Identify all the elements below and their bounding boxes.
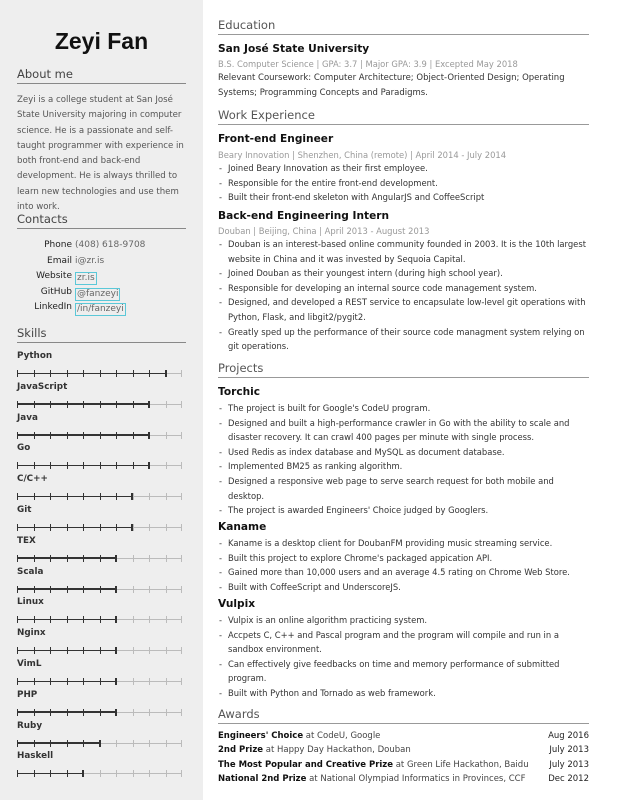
job-bullets <box>218 161 589 205</box>
skill-tick <box>34 370 35 377</box>
job-meta: Beary Innovation | Shenzhen, China (remote) | April 2014 - July 2014 <box>218 150 507 160</box>
skill-level-bar <box>17 616 182 623</box>
skill-level-bar <box>17 709 182 716</box>
skill-tick <box>181 770 182 777</box>
project-title: Torchic <box>218 386 261 398</box>
contact-label: GitHub <box>40 286 72 297</box>
list-item: - Responsible for developing an internal source code management system. <box>218 281 589 296</box>
award-date: Dec 2012 <box>548 774 589 784</box>
list-item: - Responsible for the entire front-end development. <box>218 176 589 191</box>
skill-name: Python <box>17 351 53 361</box>
skill-tick <box>100 770 101 777</box>
skill-tick <box>181 493 182 500</box>
website-link[interactable]: zr.is <box>77 273 95 283</box>
list-item: - Designed and built a high-performance crawler in Go with the ability to scale and disaster recovery. It can crawl 400 pages per minute with single process. <box>218 416 589 445</box>
coursework: Relevant Coursework: Computer Architecture; Object-Oriented Design; Operating Systems; Programming Concepts and Paradigms. <box>218 73 565 98</box>
skill-tick <box>100 709 101 716</box>
skill-tick <box>116 462 117 469</box>
skill-tick <box>50 493 51 500</box>
skill-tick <box>149 493 150 500</box>
skill-tick <box>166 493 167 500</box>
award-prize: Engineers' Choice <box>218 731 304 741</box>
list-item: - Used Redis as index database and MySQL as document database. <box>218 445 589 460</box>
skill-level-marker <box>148 401 150 408</box>
education-meta: B.S. Computer Science | GPA: 3.7 | Major GPA: 3.9 | Excepted May 2018 <box>218 59 518 69</box>
list-item: - Designed, and developed a REST service to encapsulate low-level git operations with Python, Flask, and libgit2/pygit2. <box>218 295 589 324</box>
skill-tick <box>17 647 18 654</box>
awards-heading: Awards <box>218 707 589 724</box>
skill-tick <box>67 616 68 623</box>
skill-item <box>17 690 184 718</box>
skill-tick <box>17 678 18 685</box>
skill-tick <box>83 647 84 654</box>
skill-tick <box>133 616 134 623</box>
project-title: Vulpix <box>218 598 256 610</box>
skill-tick <box>133 647 134 654</box>
skill-tick <box>50 770 51 777</box>
skill-tick <box>34 493 35 500</box>
skill-tick <box>181 647 182 654</box>
skill-tick <box>67 770 68 777</box>
skill-level-bar <box>17 432 182 439</box>
skill-tick <box>83 493 84 500</box>
skill-tick <box>50 370 51 377</box>
work-heading: Work Experience <box>218 108 589 125</box>
skill-name: Go <box>17 443 31 454</box>
list-item: - Accpets C, C++ and Pascal program and the program will compile and run in a sandbox environment. <box>218 628 589 657</box>
skill-tick <box>34 709 35 716</box>
about-text: Zeyi is a college student at San José State University majoring in computer science. He is a passionate and self-taught programmer with experience in both front-end and back-end development. He is always thrilled to learn new technologies and use them into work. <box>17 95 184 213</box>
skill-tick <box>17 709 18 716</box>
skill-tick <box>166 586 167 593</box>
skill-tick <box>166 709 167 716</box>
skill-level-bar <box>17 524 182 531</box>
skill-item <box>17 721 184 749</box>
list-item: - Gained more than 10,000 users and an average 4.5 rating on Chrome Web Store. <box>218 565 589 580</box>
school-name: San José State University <box>218 43 370 55</box>
skill-level-marker <box>115 616 117 623</box>
skill-tick <box>166 647 167 654</box>
email-value[interactable]: i@zr.is <box>75 255 105 266</box>
skill-item <box>17 443 184 471</box>
skill-fill <box>17 373 166 375</box>
skill-tick <box>34 401 35 408</box>
skill-tick <box>100 616 101 623</box>
skill-level-bar <box>17 678 182 685</box>
skill-tick <box>166 616 167 623</box>
skill-tick <box>34 740 35 747</box>
skill-item <box>17 382 184 410</box>
skill-name: JavaScript <box>17 381 68 392</box>
skill-level-marker <box>99 740 101 747</box>
phone-value: (408) 618-9708 <box>75 240 146 250</box>
skill-name: Haskell <box>17 751 54 762</box>
skill-tick <box>83 616 84 623</box>
skill-level-bar <box>17 555 182 562</box>
skill-level-bar <box>17 493 182 500</box>
award-row <box>218 745 589 759</box>
skill-tick <box>50 401 51 408</box>
skill-name: Ruby <box>17 720 43 731</box>
skill-tick <box>133 462 134 469</box>
skill-tick <box>166 740 167 747</box>
skill-tick <box>149 616 150 623</box>
skill-tick <box>100 493 101 500</box>
skill-tick <box>100 555 101 562</box>
award-prize: The Most Popular and Creative Prize <box>218 760 394 770</box>
skill-tick <box>34 586 35 593</box>
list-item: - Greatly sped up the performance of their source code managment system relying on git operations. <box>218 325 589 354</box>
skill-tick <box>116 493 117 500</box>
skill-tick <box>116 770 117 777</box>
skill-tick <box>116 524 117 531</box>
list-item: - Built their front-end skeleton with AngularJS and CoffeeScript <box>218 190 589 205</box>
skill-tick <box>67 586 68 593</box>
list-item: - Built this project to explore Chrome's packaged appication API. <box>218 551 589 566</box>
job-bullets <box>218 237 589 354</box>
skill-tick <box>83 678 84 685</box>
project-title: Kaname <box>218 521 267 533</box>
skill-level-bar <box>17 401 182 408</box>
contact-label: Phone <box>44 240 72 250</box>
award-at: at CodeU, Google <box>303 731 381 741</box>
contact-label: Email <box>47 255 72 266</box>
skill-tick <box>34 647 35 654</box>
project-bullets <box>218 613 589 701</box>
job-meta: Douban | Beijing, China | April 2013 - August 2013 <box>218 226 430 236</box>
contact-email <box>17 256 192 272</box>
skill-tick <box>181 524 182 531</box>
linkedin-link[interactable]: /in/fanzeyi <box>77 304 124 314</box>
award-row <box>218 760 589 774</box>
skill-tick <box>100 401 101 408</box>
award-at: at Green Life Hackathon, Baidu <box>393 760 529 770</box>
skill-tick <box>133 370 134 377</box>
skill-level-marker <box>131 493 133 500</box>
skill-tick <box>34 770 35 777</box>
skill-tick <box>50 524 51 531</box>
skill-level-marker <box>115 555 117 562</box>
contact-github <box>17 287 192 303</box>
skill-tick <box>17 462 18 469</box>
contact-label: LinkedIn <box>34 302 72 312</box>
skill-tick <box>34 616 35 623</box>
skill-tick <box>149 709 150 716</box>
skill-tick <box>133 678 134 685</box>
skill-tick <box>83 370 84 377</box>
list-item: - The project is built for Google's CodeU program. <box>218 401 589 416</box>
list-item: - Joined Beary Innovation as their first employee. <box>218 161 589 176</box>
person-name: Zeyi Fan <box>54 28 149 54</box>
award-at: at National Olympiad Informatics in Provinces, CCF <box>306 774 526 784</box>
skill-tick <box>116 370 117 377</box>
skill-tick <box>83 432 84 439</box>
list-item: - Implemented BM25 as ranking algorithm. <box>218 459 589 474</box>
skill-tick <box>166 678 167 685</box>
skill-name: Scala <box>17 566 44 577</box>
skill-tick <box>181 432 182 439</box>
skill-tick <box>133 709 134 716</box>
project-bullets <box>218 536 589 594</box>
skills-heading: Skills <box>17 326 186 343</box>
skill-level-marker <box>115 709 117 716</box>
list-item: - Douban is an interest-based online community founded in 2003. It is the 10th largest website in China and it was invested by Sequoia Capital. <box>218 237 589 266</box>
list-item: - The project is awarded Engineers' Choice judged by Googlers. <box>218 503 589 518</box>
skill-level-bar <box>17 740 182 747</box>
skill-item <box>17 659 184 687</box>
award-date: July 2013 <box>549 745 589 755</box>
skill-fill <box>17 742 100 744</box>
projects-heading: Projects <box>218 361 589 378</box>
skill-tick <box>17 770 18 777</box>
award-row <box>218 731 589 745</box>
skill-tick <box>83 401 84 408</box>
skill-tick <box>100 524 101 531</box>
skill-name: Java <box>17 412 38 423</box>
skill-tick <box>116 432 117 439</box>
skill-tick <box>133 493 134 500</box>
skill-tick <box>50 586 51 593</box>
list-item: - Can effectively give feedbacks on time and memory performance of submitted program. <box>218 657 589 686</box>
skill-tick <box>67 432 68 439</box>
contact-phone <box>17 240 192 256</box>
skill-tick <box>100 432 101 439</box>
skill-tick <box>100 586 101 593</box>
skill-tick <box>17 616 18 623</box>
contact-linkedin <box>17 302 192 318</box>
skill-item <box>17 567 184 595</box>
skill-tick <box>67 401 68 408</box>
skill-tick <box>149 678 150 685</box>
skill-tick <box>133 401 134 408</box>
list-item: - Built with Python and Tornado as web framework. <box>218 686 589 701</box>
skill-item <box>17 751 184 779</box>
list-item: - Kaname is a desktop client for DoubanFM providing music streaming service. <box>218 536 589 551</box>
skill-name: Nginx <box>17 628 46 639</box>
skill-name: Linux <box>17 597 44 608</box>
award-at: at Happy Day Hackathon, Douban <box>263 745 411 755</box>
skill-tick <box>133 524 134 531</box>
skill-tick <box>67 709 68 716</box>
skill-tick <box>34 432 35 439</box>
skill-name: VimL <box>17 659 42 669</box>
skill-tick <box>67 647 68 654</box>
skill-tick <box>166 524 167 531</box>
skill-tick <box>17 401 18 408</box>
skill-tick <box>67 493 68 500</box>
skill-tick <box>149 370 150 377</box>
contacts-list <box>17 240 192 318</box>
skill-tick <box>100 647 101 654</box>
skill-level-marker <box>115 586 117 593</box>
skill-level-bar <box>17 586 182 593</box>
skill-tick <box>116 740 117 747</box>
skill-level-marker <box>115 678 117 685</box>
project-bullets <box>218 401 589 518</box>
skill-tick <box>67 555 68 562</box>
skill-tick <box>50 616 51 623</box>
skill-tick <box>67 370 68 377</box>
skill-tick <box>181 678 182 685</box>
list-item: - Vulpix is an online algorithm practicing system. <box>218 613 589 628</box>
list-item: - Built with CoffeeScript and UnderscoreJS. <box>218 580 589 595</box>
skill-level-bar <box>17 370 182 377</box>
skill-tick <box>166 432 167 439</box>
skill-item <box>17 474 184 502</box>
award-prize: National 2nd Prize <box>218 774 307 784</box>
skill-tick <box>149 555 150 562</box>
job-title: Back-end Engineering Intern <box>218 210 390 222</box>
skill-tick <box>83 586 84 593</box>
skill-tick <box>34 555 35 562</box>
skill-name: TEX <box>17 535 36 546</box>
skill-item <box>17 597 184 625</box>
skill-level-bar <box>17 462 182 469</box>
skill-tick <box>116 401 117 408</box>
job-title: Front-end Engineer <box>218 133 334 145</box>
skill-tick <box>100 370 101 377</box>
skill-tick <box>149 740 150 747</box>
skill-tick <box>100 678 101 685</box>
skill-tick <box>133 432 134 439</box>
skill-item <box>17 413 184 441</box>
skill-tick <box>34 462 35 469</box>
award-prize: 2nd Prize <box>218 745 264 755</box>
skill-tick <box>181 462 182 469</box>
skill-item <box>17 351 184 379</box>
skill-tick <box>83 462 84 469</box>
skill-tick <box>100 462 101 469</box>
skill-level-marker <box>82 770 84 777</box>
github-link[interactable]: @fanzeyi <box>77 288 119 299</box>
skill-tick <box>149 586 150 593</box>
list-item: - Joined Douban as their youngest intern (during high school year). <box>218 266 589 281</box>
skill-tick <box>50 709 51 716</box>
skill-tick <box>67 462 68 469</box>
skill-tick <box>34 678 35 685</box>
skill-tick <box>133 740 134 747</box>
skill-tick <box>133 770 134 777</box>
skill-level-bar <box>17 770 182 777</box>
skill-tick <box>149 770 150 777</box>
skill-tick <box>83 555 84 562</box>
skill-tick <box>50 678 51 685</box>
award-date: July 2013 <box>549 760 589 770</box>
skill-item <box>17 505 184 533</box>
skill-tick <box>149 647 150 654</box>
skill-tick <box>67 740 68 747</box>
skill-tick <box>50 555 51 562</box>
skill-tick <box>166 555 167 562</box>
skill-level-marker <box>148 462 150 469</box>
education-heading: Education <box>218 18 589 35</box>
list-item: - Designed a responsive web page to serve search request for both mobile and desktop. <box>218 474 589 503</box>
skill-tick <box>166 401 167 408</box>
skill-tick <box>166 462 167 469</box>
skill-tick <box>50 647 51 654</box>
skill-name: PHP <box>17 689 38 700</box>
contacts-heading: Contacts <box>17 212 186 229</box>
skill-tick <box>133 555 134 562</box>
skill-tick <box>149 524 150 531</box>
skill-tick <box>133 586 134 593</box>
skill-tick <box>83 740 84 747</box>
award-row <box>218 774 589 788</box>
skill-tick <box>83 709 84 716</box>
about-heading: About me <box>17 67 186 84</box>
skill-tick <box>50 432 51 439</box>
skill-tick <box>83 524 84 531</box>
skill-level-bar <box>17 647 182 654</box>
skill-level-marker <box>165 370 167 377</box>
skill-item <box>17 536 184 564</box>
skill-tick <box>67 524 68 531</box>
skill-tick <box>181 401 182 408</box>
skill-tick <box>181 555 182 562</box>
skill-level-marker <box>131 524 133 531</box>
skill-tick <box>17 370 18 377</box>
skill-tick <box>17 586 18 593</box>
contact-label: Website <box>36 271 72 281</box>
skill-tick <box>17 493 18 500</box>
contact-website <box>17 271 192 287</box>
skill-tick <box>50 740 51 747</box>
skill-tick <box>17 524 18 531</box>
skill-tick <box>17 432 18 439</box>
skill-name: C/C++ <box>17 474 48 485</box>
award-date: Aug 2016 <box>548 731 589 741</box>
skill-item <box>17 628 184 656</box>
skill-tick <box>67 678 68 685</box>
skill-tick <box>181 370 182 377</box>
skill-tick <box>181 740 182 747</box>
skill-level-marker <box>148 432 150 439</box>
skill-tick <box>17 555 18 562</box>
skill-level-marker <box>115 647 117 654</box>
skill-tick <box>181 586 182 593</box>
skill-name: Git <box>17 505 32 515</box>
skill-tick <box>181 709 182 716</box>
skill-tick <box>50 462 51 469</box>
skill-tick <box>166 770 167 777</box>
skill-tick <box>34 524 35 531</box>
skill-tick <box>181 616 182 623</box>
skill-tick <box>17 740 18 747</box>
